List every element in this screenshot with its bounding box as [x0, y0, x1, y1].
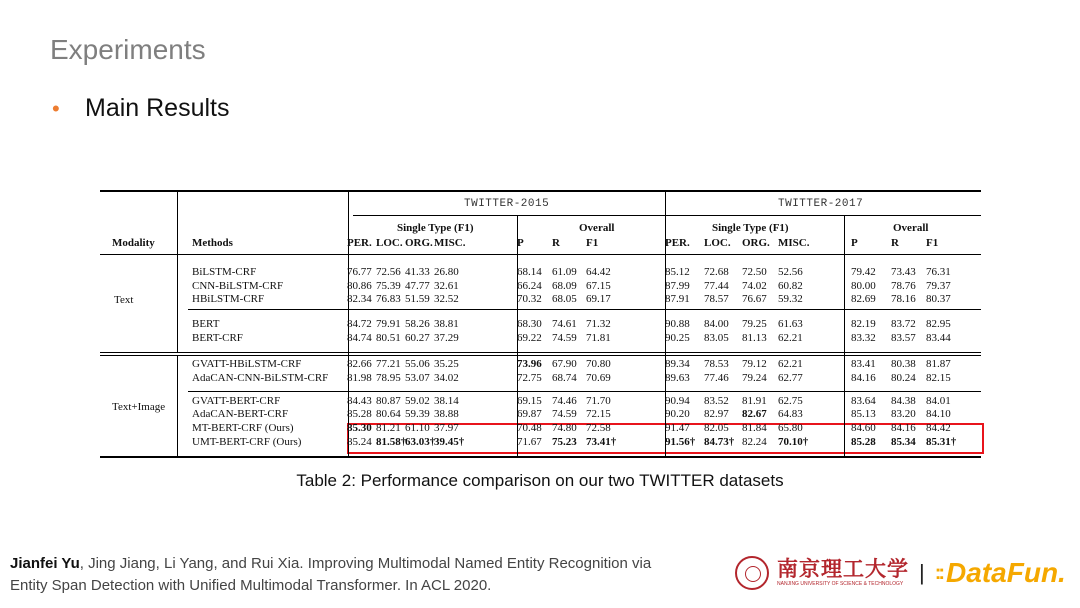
value-cell: 84.74 [347, 332, 372, 344]
rule-header-bottom [100, 254, 981, 255]
slide-title: Experiments [50, 34, 206, 65]
value-cell: 59.39 [405, 408, 430, 420]
metric-header: P [517, 237, 524, 249]
value-cell: 52.56 [778, 266, 803, 278]
value-cell: 81.91 [742, 395, 767, 407]
value-cell: 70.69 [586, 372, 611, 384]
value-cell: 59.02 [405, 395, 430, 407]
value-cell: 62.75 [778, 395, 803, 407]
metric-header: PER. [347, 237, 372, 249]
value-cell: 75.23 [552, 436, 577, 448]
group-overall-2015: Overall [579, 222, 615, 234]
modality-text: Text [114, 294, 134, 306]
value-cell: 73.41† [586, 436, 617, 448]
value-cell: 80.24 [891, 372, 916, 384]
metric-header: F1 [586, 237, 599, 249]
value-cell: 90.94 [665, 395, 690, 407]
value-cell: 72.58 [586, 422, 611, 434]
value-cell: 68.09 [552, 280, 577, 292]
value-cell: 53.07 [405, 372, 430, 384]
value-cell: 80.51 [376, 332, 401, 344]
method-name: AdaCAN-CNN-BiLSTM-CRF [192, 372, 329, 384]
value-cell: 85.31† [926, 436, 957, 448]
value-cell: 80.37 [926, 293, 951, 305]
method-name: HBiLSTM-CRF [192, 293, 265, 305]
value-cell: 61.09 [552, 266, 577, 278]
value-cell: 85.12 [665, 266, 690, 278]
value-cell: 84.73† [704, 436, 735, 448]
value-cell: 81.21 [376, 422, 401, 434]
value-cell: 80.64 [376, 408, 401, 420]
value-cell: 84.10 [926, 408, 951, 420]
logo-strip [735, 556, 1066, 590]
value-cell: 78.16 [891, 293, 916, 305]
citation-line-1 [10, 553, 651, 575]
value-cell: 68.14 [517, 266, 542, 278]
value-cell: 60.82 [778, 280, 803, 292]
datafun-mark-icon: :: [934, 561, 943, 584]
value-cell: 83.72 [891, 318, 916, 330]
value-cell: 61.63 [778, 318, 803, 330]
value-cell: 85.13 [851, 408, 876, 420]
value-cell: 84.38 [891, 395, 916, 407]
metric-header: LOC. [376, 237, 403, 249]
value-cell: 83.32 [851, 332, 876, 344]
metric-header: R [891, 237, 899, 249]
column-separator [177, 356, 178, 456]
col-methods: Methods [192, 237, 233, 249]
value-cell: 63.03† [405, 436, 436, 448]
value-cell: 71.67 [517, 436, 542, 448]
value-cell: 74.59 [552, 408, 577, 420]
metric-header: PER. [665, 237, 690, 249]
value-cell: 79.25 [742, 318, 767, 330]
value-cell: 62.77 [778, 372, 803, 384]
value-cell: 72.15 [586, 408, 611, 420]
value-cell: 72.56 [376, 266, 401, 278]
metric-header: ORG. [742, 237, 770, 249]
metric-header: MISC. [434, 237, 466, 249]
value-cell: 55.06 [405, 358, 430, 370]
value-cell: 72.68 [704, 266, 729, 278]
value-cell: 78.76 [891, 280, 916, 292]
value-cell: 83.05 [704, 332, 729, 344]
value-cell: 85.34 [891, 436, 916, 448]
value-cell: 77.46 [704, 372, 729, 384]
value-cell: 68.05 [552, 293, 577, 305]
logo-separator: | [919, 560, 925, 585]
value-cell: 71.70 [586, 395, 611, 407]
value-cell: 70.80 [586, 358, 611, 370]
value-cell: 90.25 [665, 332, 690, 344]
value-cell: 78.95 [376, 372, 401, 384]
value-cell: 74.61 [552, 318, 577, 330]
value-cell: 67.90 [552, 358, 577, 370]
value-cell: 37.29 [434, 332, 459, 344]
datafun-logo [935, 557, 1066, 589]
value-cell: 83.44 [926, 332, 951, 344]
value-cell: 70.32 [517, 293, 542, 305]
datafun-name: DataFun. [946, 557, 1066, 588]
value-cell: 82.66 [347, 358, 372, 370]
metric-header: LOC. [704, 237, 731, 249]
value-cell: 70.48 [517, 422, 542, 434]
value-cell: 82.69 [851, 293, 876, 305]
value-cell: 83.57 [891, 332, 916, 344]
value-cell: 69.15 [517, 395, 542, 407]
method-name: CNN-BiLSTM-CRF [192, 280, 284, 292]
value-cell: 69.87 [517, 408, 542, 420]
rule-bottom [100, 456, 981, 458]
table-caption: Table 2: Performance comparison on our two TWITTER datasets [296, 471, 784, 490]
value-cell: 84.00 [704, 318, 729, 330]
value-cell: 91.47 [665, 422, 690, 434]
value-cell: 77.21 [376, 358, 401, 370]
value-cell: 74.46 [552, 395, 577, 407]
value-cell: 80.87 [376, 395, 401, 407]
modality-text-image: Text+Image [112, 401, 166, 413]
rule-header-sub [353, 215, 981, 216]
value-cell: 81.58† [376, 436, 407, 448]
value-cell: 37.97 [434, 422, 459, 434]
nju-name-cn: 南京理工大学 [777, 558, 909, 581]
nju-seal-icon [735, 556, 769, 590]
bullet-dot-icon: • [52, 95, 60, 121]
value-cell: 71.81 [586, 332, 611, 344]
value-cell: 84.01 [926, 395, 951, 407]
value-cell: 38.81 [434, 318, 459, 330]
value-cell: 39.45† [434, 436, 465, 448]
value-cell: 85.28 [347, 408, 372, 420]
value-cell: 83.64 [851, 395, 876, 407]
col-modality: Modality [112, 237, 155, 249]
value-cell: 81.87 [926, 358, 951, 370]
value-cell: 38.88 [434, 408, 459, 420]
metric-header: ORG. [405, 237, 433, 249]
value-cell: 78.53 [704, 358, 729, 370]
value-cell: 79.12 [742, 358, 767, 370]
group-single-2015: Single Type (F1) [397, 222, 474, 234]
value-cell: 26.80 [434, 266, 459, 278]
value-cell: 65.80 [778, 422, 803, 434]
rule-ti-group [188, 391, 981, 392]
value-cell: 61.10 [405, 422, 430, 434]
value-cell: 79.24 [742, 372, 767, 384]
rule-modality-split-b [100, 355, 981, 356]
value-cell: 89.34 [665, 358, 690, 370]
value-cell: 87.99 [665, 280, 690, 292]
nju-logo [777, 559, 909, 587]
value-cell: 82.15 [926, 372, 951, 384]
value-cell: 90.20 [665, 408, 690, 420]
value-cell: 82.05 [704, 422, 729, 434]
method-name: MT-BERT-CRF (Ours) [192, 422, 294, 434]
rule-text-group [188, 309, 981, 310]
value-cell: 84.16 [851, 372, 876, 384]
citation-line-2: Entity Span Detection with Unified Multimodal Transformer. In ACL 2020. [10, 577, 492, 594]
bullet-text: Main Results [85, 94, 230, 122]
value-cell: 82.97 [704, 408, 729, 420]
dataset-2015-label: TWITTER-2015 [464, 198, 550, 210]
bullet-main-results [52, 94, 230, 123]
value-cell: 84.60 [851, 422, 876, 434]
value-cell: 69.22 [517, 332, 542, 344]
value-cell: 84.43 [347, 395, 372, 407]
value-cell: 84.72 [347, 318, 372, 330]
value-cell: 60.27 [405, 332, 430, 344]
value-cell: 73.96 [517, 358, 542, 370]
value-cell: 35.25 [434, 358, 459, 370]
value-cell: 41.33 [405, 266, 430, 278]
method-name: BERT-CRF [192, 332, 243, 344]
value-cell: 34.02 [434, 372, 459, 384]
value-cell: 80.38 [891, 358, 916, 370]
value-cell: 74.59 [552, 332, 577, 344]
value-cell: 58.26 [405, 318, 430, 330]
value-cell: 78.57 [704, 293, 729, 305]
dataset-2017-label: TWITTER-2017 [778, 198, 864, 210]
value-cell: 89.63 [665, 372, 690, 384]
metric-header: P [851, 237, 858, 249]
value-cell: 75.39 [376, 280, 401, 292]
value-cell: 80.00 [851, 280, 876, 292]
metric-header: F1 [926, 237, 939, 249]
value-cell: 82.67 [742, 408, 767, 420]
value-cell: 80.86 [347, 280, 372, 292]
value-cell: 47.77 [405, 280, 430, 292]
value-cell: 82.34 [347, 293, 372, 305]
value-cell: 91.56† [665, 436, 696, 448]
value-cell: 62.21 [778, 358, 803, 370]
method-name: GVATT-BERT-CRF [192, 395, 281, 407]
value-cell: 79.42 [851, 266, 876, 278]
value-cell: 87.91 [665, 293, 690, 305]
value-cell: 82.95 [926, 318, 951, 330]
method-name: BiLSTM-CRF [192, 266, 257, 278]
method-name: GVATT-HBiLSTM-CRF [192, 358, 302, 370]
method-name: BERT [192, 318, 220, 330]
value-cell: 76.31 [926, 266, 951, 278]
value-cell: 79.91 [376, 318, 401, 330]
value-cell: 69.17 [586, 293, 611, 305]
metric-header: R [552, 237, 560, 249]
nju-name-en: NANJING UNIVERSITY OF SCIENCE & TECHNOLOGY [777, 581, 904, 587]
value-cell: 68.30 [517, 318, 542, 330]
value-cell: 83.52 [704, 395, 729, 407]
value-cell: 90.88 [665, 318, 690, 330]
value-cell: 79.37 [926, 280, 951, 292]
value-cell: 72.75 [517, 372, 542, 384]
value-cell: 73.43 [891, 266, 916, 278]
value-cell: 76.77 [347, 266, 372, 278]
value-cell: 81.13 [742, 332, 767, 344]
value-cell: 64.83 [778, 408, 803, 420]
value-cell: 82.19 [851, 318, 876, 330]
value-cell: 85.28 [851, 436, 876, 448]
citation-line-1-rest: , Jing Jiang, Li Yang, and Rui Xia. Improving Multimodal Named Entity Recognition via [79, 555, 652, 572]
value-cell: 82.24 [742, 436, 767, 448]
value-cell: 76.67 [742, 293, 767, 305]
value-cell: 84.42 [926, 422, 951, 434]
results-table [100, 190, 981, 460]
value-cell: 32.61 [434, 280, 459, 292]
metric-header: MISC. [778, 237, 810, 249]
method-name: UMT-BERT-CRF (Ours) [192, 436, 302, 448]
value-cell: 68.74 [552, 372, 577, 384]
value-cell: 81.84 [742, 422, 767, 434]
rule-top [100, 190, 981, 192]
column-separator [844, 215, 845, 456]
value-cell: 83.41 [851, 358, 876, 370]
value-cell: 38.14 [434, 395, 459, 407]
citation-first-author: Jianfei Yu [10, 555, 80, 572]
value-cell: 81.98 [347, 372, 372, 384]
citation [10, 553, 651, 597]
value-cell: 59.32 [778, 293, 803, 305]
value-cell: 74.80 [552, 422, 577, 434]
method-name: AdaCAN-BERT-CRF [192, 408, 289, 420]
group-single-2017: Single Type (F1) [712, 222, 789, 234]
column-separator [177, 190, 178, 254]
rule-modality-split-a [100, 352, 981, 353]
value-cell: 64.42 [586, 266, 611, 278]
value-cell: 85.24 [347, 436, 372, 448]
value-cell: 77.44 [704, 280, 729, 292]
value-cell: 76.83 [376, 293, 401, 305]
value-cell: 85.30 [347, 422, 372, 434]
value-cell: 67.15 [586, 280, 611, 292]
value-cell: 32.52 [434, 293, 459, 305]
value-cell: 71.32 [586, 318, 611, 330]
group-overall-2017: Overall [893, 222, 929, 234]
value-cell: 72.50 [742, 266, 767, 278]
value-cell: 51.59 [405, 293, 430, 305]
value-cell: 83.20 [891, 408, 916, 420]
column-separator [177, 255, 178, 352]
value-cell: 62.21 [778, 332, 803, 344]
value-cell: 70.10† [778, 436, 809, 448]
value-cell: 74.02 [742, 280, 767, 292]
value-cell: 84.16 [891, 422, 916, 434]
value-cell: 66.24 [517, 280, 542, 292]
